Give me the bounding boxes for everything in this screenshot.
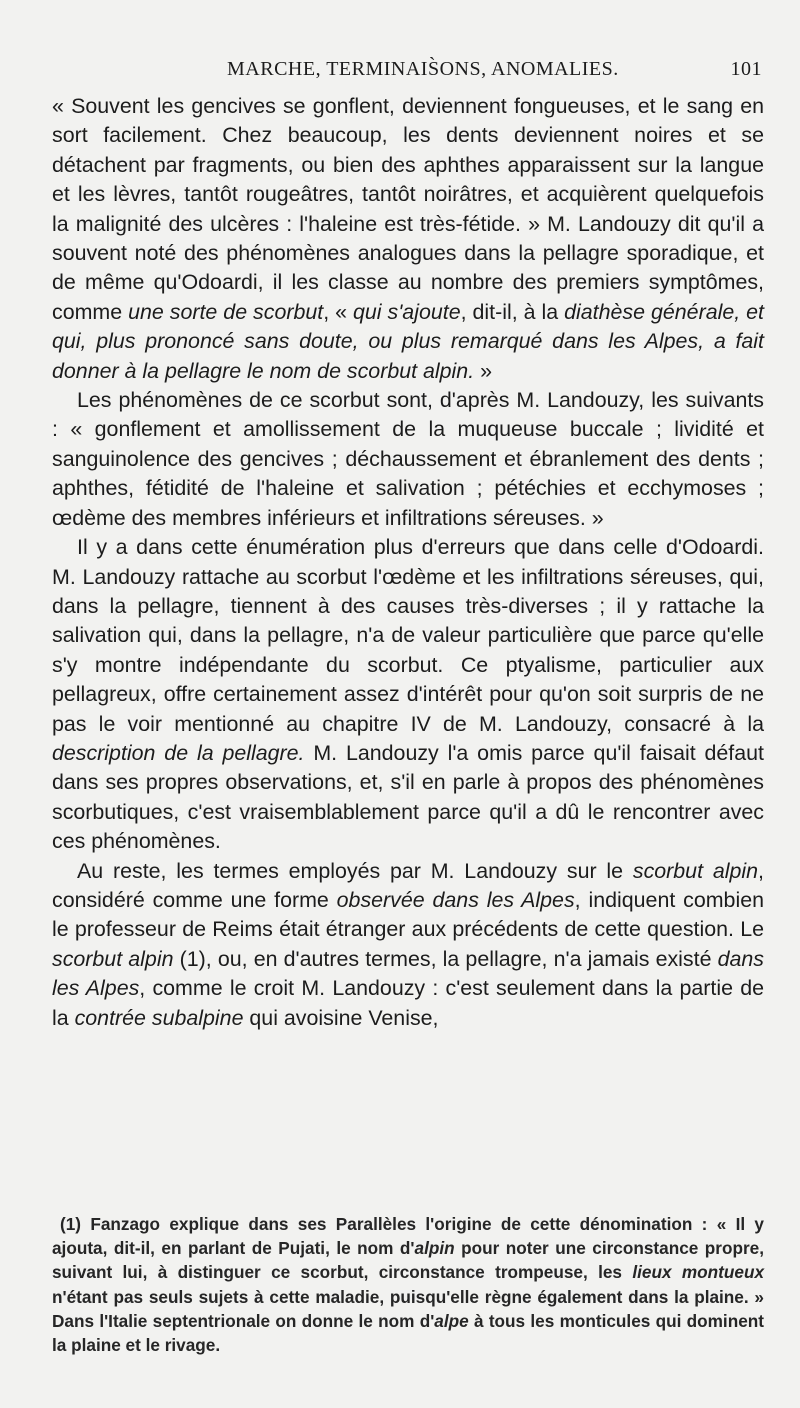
text-segment: , comme le croit M. Landouzy : c'est seulement dans la partie de la: [52, 976, 764, 1030]
text-segment: « Souvent les gencives se gonflent, deviennent fongueuses, et le sang en sort facilement. Chez beaucoup, les dents deviennent noires et se détachent par fragments, ou bien des aphthes apparaissent sur la langue et les lèvres, tantôt rougeâtres, tantôt noirâtres, et acquièrent quelquefois la malignité des ulcères : l'haleine est très-fétide. » M. Landouzy dit qu'il a souvent noté des phénomènes analogues dans la pellagre sporadique, et de même qu'Odoardi, il les classe au nombre des premiers symptômes, comme: [52, 94, 764, 324]
italic-text: scorbut alpin: [52, 946, 174, 971]
paragraph: [52, 92, 764, 386]
text-segment: Il y a dans cette énumération plus d'erreurs que dans celle d'Odoardi. M. Landouzy rattache au scorbut l'œdème et les infiltrations séreuses, qui, dans la pellagre, tiennent à des causes très-diverses ; il y rattache la salivation qui, dans la pellagre, n'a de valeur particulière que parce qu'elle s'y montre indépendante du scorbut. Ce ptyalisme, particulier aux pellagreux, offre certainement assez d'intérêt pour qu'on soit surpris de ne pas le voir mentionné au chapitre IV de M. Landouzy, consacré à la: [52, 535, 764, 736]
italic-text: qui s'ajoute: [353, 299, 461, 324]
text-segment: Au reste, les termes employés par M. Landouzy sur le: [77, 858, 633, 883]
text-segment: Les phénomènes de ce scorbut sont, d'après M. Landouzy, les suivants : « gonflement et amollissement de la muqueuse buccale ; lividité et sanguinolence des gencives ; déchaussement et ébranlement des dents ; aphthes, fétidité de l'haleine et salivation ; pétéchies et ecchymoses ; œdème des membres inférieurs et infiltrations séreuses. »: [52, 388, 764, 530]
text-segment: , indiquent combien le professeur de Reims était étranger aux précédents de cette question. Le: [52, 887, 764, 942]
paragraph: [52, 533, 764, 856]
running-title: MARCHE, TERMINAIS̀ONS, ANOMALIES.: [227, 58, 619, 80]
running-head: [52, 58, 762, 84]
italic-text: dans les Alpes: [52, 946, 764, 1001]
text-segment: qui avoisine Venise,: [243, 1005, 439, 1030]
text-segment: »: [474, 358, 492, 383]
italic-text: alpe: [434, 1310, 469, 1331]
text-segment: pour noter une circonstance propre, suivant lui, à distinguer ce scorbut, circonstance trompeuse, les: [52, 1238, 765, 1283]
text-segment: à tous les monticules qui dominent la plaine et le rivage.: [52, 1310, 764, 1356]
page-number: 101: [730, 58, 762, 80]
paragraph: [52, 386, 764, 533]
text-segment: , «: [323, 299, 354, 324]
italic-text: observée dans les Alpes: [336, 887, 575, 912]
italic-text: lieux montueux: [632, 1262, 765, 1283]
body-text: [52, 92, 764, 1033]
footnote: [52, 1212, 764, 1357]
italic-text: une sorte de scorbut: [128, 299, 324, 324]
footnote-text: [52, 1212, 764, 1357]
paragraph: [52, 857, 764, 1033]
text-segment: n'étant pas seuls sujets à cette maladie, puisqu'elle règne également dans la plaine. » Dans l'Italie septentrionale on donne le nom d': [52, 1286, 764, 1331]
italic-text: contrée subalpine: [74, 1005, 244, 1030]
text-segment: , considéré comme une forme: [52, 858, 764, 912]
text-segment: M. Landouzy l'a omis parce qu'il faisait défaut dans ses propres observations, et, s'il en parle à propos des phénomènes scorbutiques, c'est vraisemblablement parce qu'il a dû le rencontrer avec ces phénomènes.: [52, 740, 764, 854]
text-segment: (1), ou, en d'autres termes, la pellagre, n'a jamais existé: [173, 946, 718, 971]
italic-text: description de la pellagre.: [52, 740, 305, 765]
italic-text: alpin: [414, 1238, 455, 1259]
italic-text: diathèse générale, et qui, plus prononcé sans doute, ou plus remarqué dans les Alpes, a fait donner à la pellagre le nom de scorbut alpin.: [52, 299, 764, 383]
text-segment: (1) Fanzago explique dans ses Parallèles l'origine de cette dénomination : « Il y ajouta, dit-il, en parlant de Pujati, le nom d': [52, 1214, 764, 1259]
text-segment: , dit-il, à la: [460, 299, 565, 324]
italic-text: scorbut alpin: [632, 858, 759, 883]
